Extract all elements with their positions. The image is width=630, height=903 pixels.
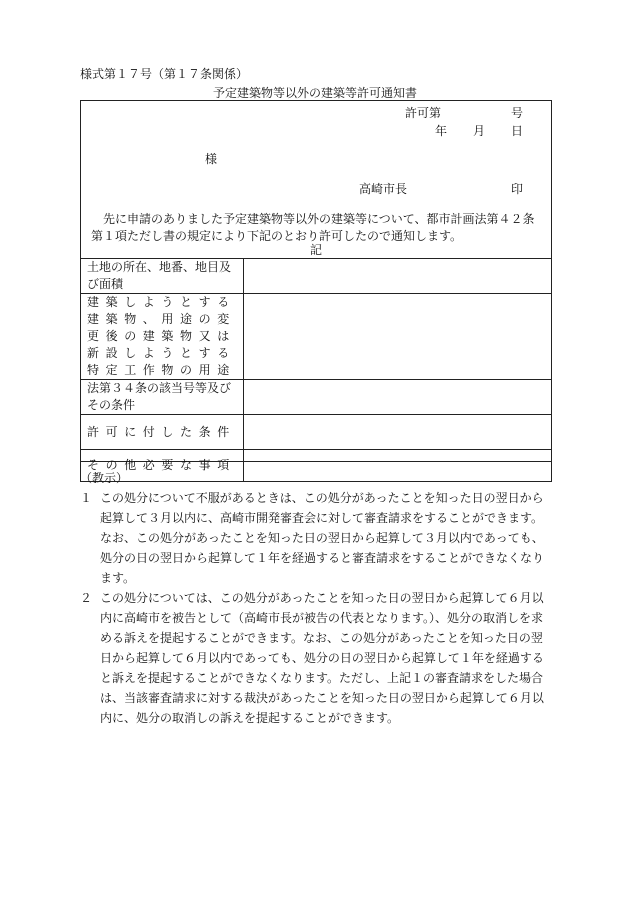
table-row xyxy=(81,259,552,294)
instruction-text: この処分については、この処分があったことを知った日の翌日から起算して６月以内に高崎市を被告として（高崎市長が被告の代表となります。）、処分の取消しを求める訴えを提起することができます。なお、この処分があったことを知った日の翌日から起算して６月以内であっても、処分の日の翌日から起算して１年を経過すると訴えを提起することができなくなります。ただし、上記１の審査請求をした場合は、当該審査請求に対する裁決があったことを知った日の翌日から起算して６月以内に、処分の取消しの訴えを提起することができます。 xyxy=(100,591,544,725)
issue-date xyxy=(435,125,523,137)
issuer-line xyxy=(359,183,523,195)
instructions-heading: （教示） xyxy=(80,471,129,485)
field-value[interactable] xyxy=(244,380,552,415)
field-label: 許可に付した条件 xyxy=(81,415,244,450)
form-label: 様式第１７号（第１７条関係） xyxy=(80,67,249,81)
instruction-text: この処分について不服があるときは、この処分があったことを知った日の翌日から起算して３月以内に、高崎市開発審査会に対して審査請求をすることができます。なお、この処分があったことを知った日の翌日から起算して３月以内であっても、処分の日の翌日から起算して１年を経過すると審査請求をすることができなくなります。 xyxy=(100,491,545,585)
table-row xyxy=(81,380,552,415)
notice-body: 先に申請のありました予定建築物等以外の建築等について、都市計画法第４２条第１項ただし書の規定により下記のとおり許可したので通知します。 xyxy=(91,212,535,243)
seal-mark: 印 xyxy=(510,182,523,196)
instruction-item xyxy=(80,588,550,728)
field-label: 土地の所在、地番、地目及び面積 xyxy=(81,259,244,294)
date-year: 年 xyxy=(434,124,447,138)
permit-suffix: 号 xyxy=(510,106,523,120)
instruction-number: ２ xyxy=(80,591,93,605)
instructions xyxy=(80,470,550,728)
table-row xyxy=(81,294,552,380)
notice-sheet xyxy=(80,100,552,472)
ki-heading: 記 xyxy=(309,243,322,257)
field-value[interactable] xyxy=(244,415,552,450)
permit-number xyxy=(405,107,523,119)
date-month: 月 xyxy=(472,124,485,138)
date-day: 日 xyxy=(510,124,523,138)
table-row xyxy=(81,415,552,450)
addressee: 様 xyxy=(205,152,218,166)
field-value[interactable] xyxy=(244,259,552,294)
document-title: 予定建築物等以外の建築等許可通知書 xyxy=(212,86,417,100)
fields-table xyxy=(80,258,552,482)
field-label: 建築しようとする建築物、用途の変更後の建築物又は新設しようとする特定工作物の用途 xyxy=(81,294,244,380)
issuer-name: 高崎市長 xyxy=(358,182,407,196)
field-label: その他必要な事項 xyxy=(81,450,244,482)
instruction-item xyxy=(80,488,550,588)
instruction-number: １ xyxy=(80,491,93,505)
field-label: 法第３４条の該当号等及びその条件 xyxy=(81,380,244,415)
permit-prefix: 許可第 xyxy=(404,106,441,120)
field-value[interactable] xyxy=(244,294,552,380)
